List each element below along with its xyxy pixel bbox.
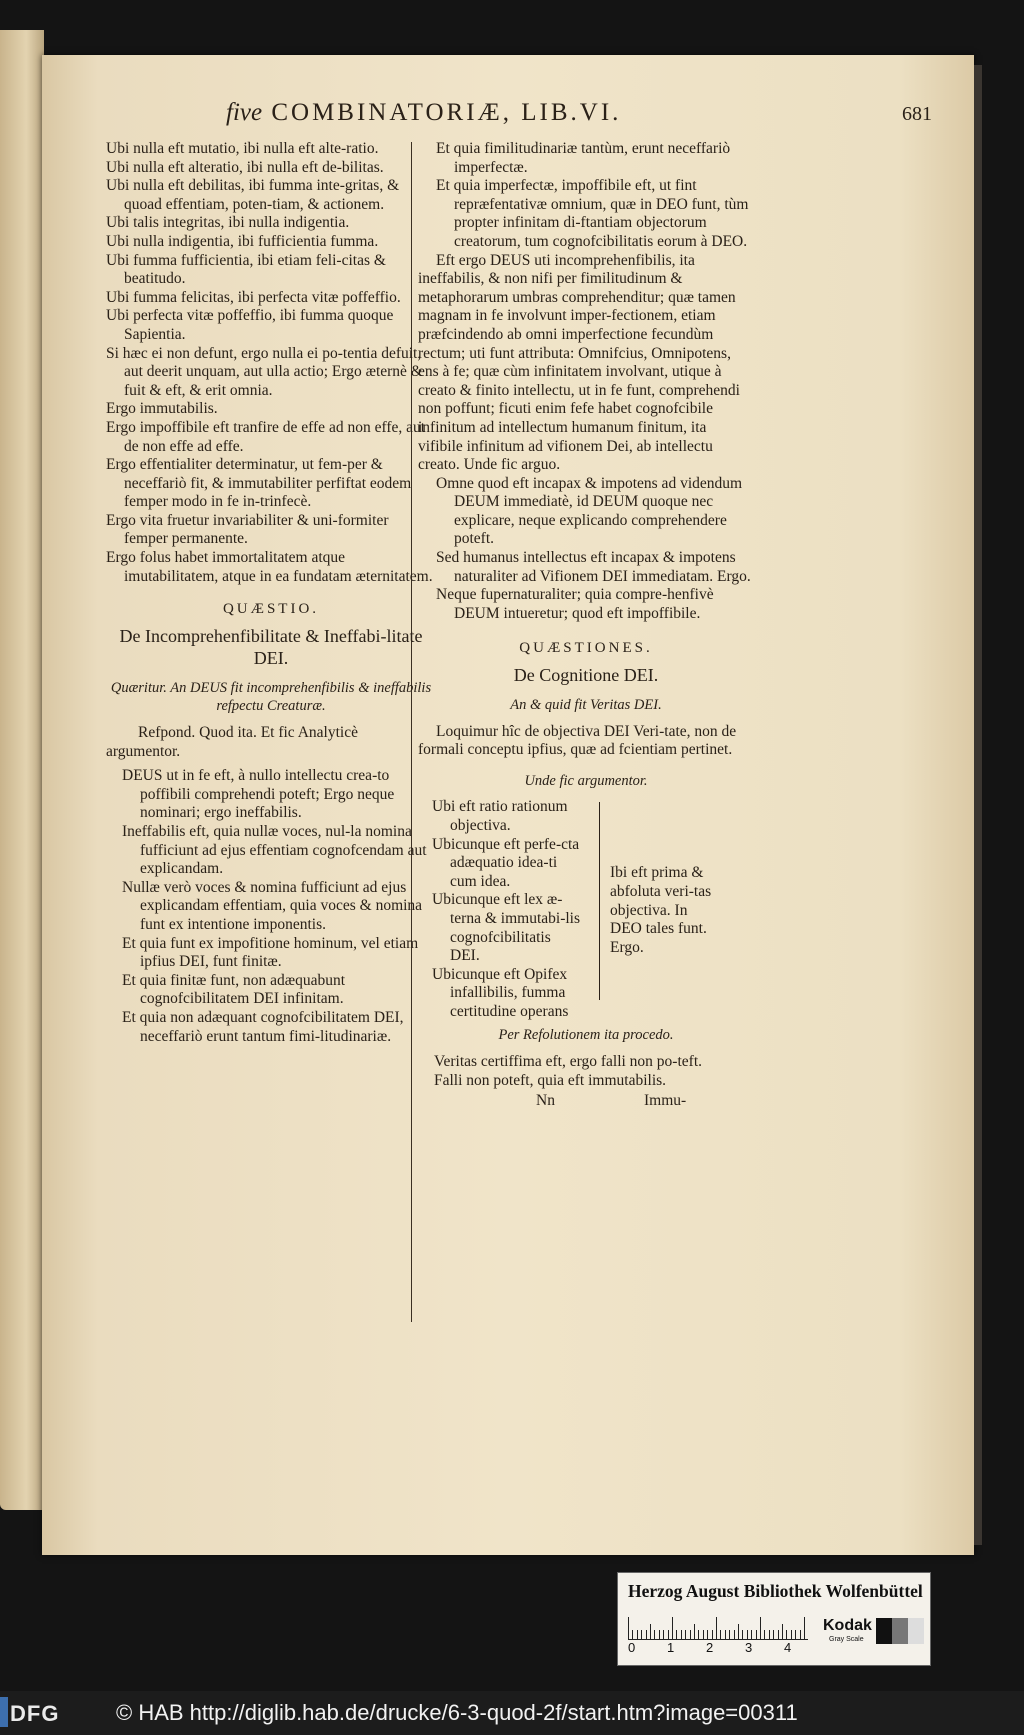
kodak-logo: Kodak [823,1617,872,1634]
ruler-tick [681,1630,682,1639]
per-resolutionem-heading: Per Refolutionem ita procedo. [498,1027,674,1044]
text-line: Et quia imperfectæ, impoffibile eft, ut fint repræfentativæ omnium, quæ in DEO funt, tùm propter infinitam di-ftantiam objectorum creatorum, tum cognofcibilitatis eorum à DEO. [436,177,749,250]
text-line: Sed humanus intellectus eft incapax & impotens naturaliter ad Vifionem DEI immediatam. Ergo. [436,549,751,585]
ruler-tick [800,1630,801,1639]
unde-heading: Unde fic argumentor. [524,772,648,789]
ruler-tick [703,1630,704,1639]
questio-heading: QUÆSTIO. [222,601,320,618]
ruler-tick [756,1630,757,1639]
catch-line [418,1092,754,1112]
text-line: Ubicunque eft Opifex infallibilis, fumma certitudine operans [432,965,569,1020]
an-quid-heading: An & quid fit Veritas DEI. [510,697,662,714]
text-line: Ergo folus habet immortalitatem atque imutabilitatem, atque in ea fundatam æternitatem. [106,549,433,585]
text-line: Ubi nulla eft debilitas, ibi fumma inte-gritas, & quoad effentiam, poten-tiam, & actionem. [106,177,400,213]
ruler-tick [690,1630,691,1639]
ruler-tick [786,1630,787,1639]
text-line: Ubi perfecta vitæ poffeffio, ibi fumma quoque Sapientia. [106,307,394,343]
text-line: Ergo impoffibile eft tranfire de effe ad non effe, aut de non effe ad effe. [106,418,426,455]
ruler-tick [742,1630,743,1639]
scale-number: 3 [745,1640,753,1655]
ruler-tick [716,1617,717,1639]
ruler-tick [641,1630,642,1639]
running-header [160,97,932,137]
color-target [617,1572,931,1666]
text-line: Falli non poteft, quia eft immutabilis. [434,1071,667,1089]
ruler-tick [795,1630,796,1639]
text-line: Ubi fumma fufficientia, ibi etiam feli-citas & beatitudo. [106,251,386,288]
ruler-tick [773,1630,774,1639]
ruler-tick [738,1624,739,1639]
ruler-tick [685,1630,686,1639]
text-line: Ineffabilis eft, quia nullæ voces, nul-la nomina fufficiunt ad ejus effentiam cognofcendam aut explicandam. [122,823,427,878]
text-line: Ubi talis integritas, ibi nulla indigentia. [106,214,350,232]
text-line: Ubicunque eft lex æ-terna & immutabi-lis cognofcibilitatis DEI. [432,891,581,965]
text-line: Ubicunque eft perfe-cta adæquatio idea-ti cum idea. [432,835,580,890]
ruler-tick [747,1630,748,1639]
text-line: Et quia finitæ funt, non adæquabunt cognofcibilitatem DEI infinitam. [122,971,346,1008]
argument-list [106,767,436,1046]
queritur-line: Quæritur. An DEUS fit incomprehenfibilis & ineffabilis refpectu Creaturæ. [110,679,432,715]
loquimur-paragraph: Loquimur hîc de objectiva DEI Veri-tate, non de formali conceptu ipfius, quæ ad fcientiam pertinet. [418,722,737,759]
ruler-tick [804,1617,805,1639]
brace-conclusion: Ibi eft prima & abfoluta veri-tas objectiva. In DEO tales funt. Ergo. [610,864,712,956]
ruler-tick [654,1630,655,1639]
dfg-logo-mark [0,1697,8,1727]
text-line: Ubi fumma felicitas, ibi perfecta vitæ poffeffio. [106,288,401,306]
ruler-tick [694,1624,695,1639]
ruler-tick [668,1630,669,1639]
ruler-tick [769,1630,770,1639]
adjacent-page-edge [0,30,44,1510]
scale-number: 4 [784,1640,792,1655]
library-name: Herzog August Bibliothek Wolfenbüttel [628,1581,923,1601]
text-line: Si hæc ei non defunt, ergo nulla ei po-tentia defuit, aut deerit unquam, aut ulla actio; Ergo æternè & fuit & eft, & erit omnia. [106,344,423,399]
argument-list [418,140,754,252]
ruler-tick [628,1617,629,1639]
scale-number: 0 [628,1640,636,1655]
ruler-tick [729,1630,730,1639]
ruler-tick [712,1630,713,1639]
running-title-text: COMBINATORIÆ, LIB.VI. [262,99,622,126]
ruler-tick [659,1630,660,1639]
scale-number: 1 [667,1640,675,1655]
brace [593,802,600,1000]
gray-patch [908,1618,924,1644]
page-shadow-edge [974,65,982,1545]
scale-ruler [628,1611,808,1640]
viewer-footer [0,1691,1024,1735]
ruler-tick [663,1630,664,1639]
text-line: Ubi eft ratio rationum objectiva. [432,798,568,834]
text-line: Neque fupernaturaliter; quia compre-henfivè DEUM intueretur; quod eft impoffibile. [436,586,714,622]
ruler-tick [676,1630,677,1639]
text-line: DEUS ut in fe eft, à nullo intellectu crea-to poffibili comprehendi poteft; Ergo neque nominari; ergo ineffabilis. [122,767,395,822]
paragraph: Eft ergo DEUS uti incomprehenfibilis, ita ineffabilis, & non nifi per fimilitudinum & metaphorarum umbras comprehenditur; quæ tamen magnam in fe involvunt imper-fectionem, etiam præfcindendo ab omni imperfectione fecundùm rectum; uti funt attributa: Omnifcius, Omnipotens, ens à fe; quæ cùm infinitatem involvant, utique à creato & finito intellectu, ut in fe funt, comprehendi non poffunt; ficuti enim fefe habet cognofcibile infinitum ad intellectum humanum finitum, ita vifibile infinitum ad vifionem Dei, ab intellectu creato. Unde fic arguo. [418,251,740,474]
text-line: Nullæ verò voces & nomina fufficiunt ad ejus explicandam effentiam, quia voces & nomina funt ex intentione imponentis. [122,878,423,933]
catchword: Immu- [644,1092,687,1110]
running-title [226,99,621,127]
ruler-tick [698,1630,699,1639]
dfg-logo: DFG [10,1701,60,1726]
text-line: Et quia fimilitudinariæ tantùm, erunt neceffariò imperfectæ. [436,140,731,176]
signature-mark: Nn [536,1092,555,1110]
text-line: Et quia non adæquant cognofcibilitatem DEI, neceffariò erunt tantum fimi-litudinariæ. [122,1008,404,1045]
questiones-heading: QUÆSTIONES. [519,640,653,657]
questio-title: De Incomprehenfibilitate & Ineffabi-litate DEI. [119,625,423,668]
credit-link[interactable]: © HAB http://diglib.hab.de/drucke/6-3-quod-2f/start.htm?image=00311 [116,1700,798,1725]
text-line: Et quia funt ex impofitione hominum, vel etiam ipfius DEI, funt finitæ. [122,934,419,971]
text-line: Ubi nulla eft mutatio, ibi nulla eft alte-ratio. [106,140,379,157]
ruler-tick [650,1624,651,1639]
ruler-tick [720,1630,721,1639]
ruler-tick [782,1624,783,1639]
respond-line: Refpond. Quod ita. Et fic Analyticè argumentor. [106,724,358,760]
brace-premises [432,798,584,1021]
ruler-tick [725,1630,726,1639]
ruler-tick [672,1617,673,1639]
ruler-tick [646,1630,647,1639]
ruler-tick [751,1630,752,1639]
text-line: Omne quod eft incapax & impotens ad videndum DEUM immediatè, id DEUM quoque nec explicare, neque explicando comprehendere poteft. [436,474,743,548]
text-line: Ubi nulla indigentia, ibi fufficientia fumma. [106,232,379,250]
ruler-tick [764,1630,765,1639]
gray-patch [876,1618,892,1644]
ruler-tick [791,1630,792,1639]
text-line: Ergo vita fruetur invariabiliter & uni-formiter femper permanente. [106,511,389,548]
ruler-tick [760,1617,761,1639]
gray-patch [892,1618,908,1644]
text-line: Ergo immutabilis. [106,400,218,418]
cognitione-title: De Cognitione DEI. [513,665,659,686]
ruler-tick [778,1630,779,1639]
ruler-tick [734,1630,735,1639]
text-line: Veritas certiffima eft, ergo falli non po-teft. [434,1053,702,1070]
right-column [418,140,754,1112]
argument-list [418,1053,754,1090]
scale-number: 2 [706,1640,714,1655]
ruler-tick [707,1630,708,1639]
argument-list [418,475,754,624]
page-number: 681 [902,103,932,125]
text-line: Ergo effentialiter determinatur, ut fem-per & neceffariò fit, & immutabiliter perfiftat eodem femper modo in fe in-trinfecè. [106,456,412,511]
text-line: Ubi nulla eft alteratio, ibi nulla eft de-bilitas. [106,158,384,176]
gray-scale-label: Gray Scale [829,1636,864,1643]
running-title-italic: five [226,99,263,126]
left-column [106,140,436,1046]
ruler-tick [632,1630,633,1639]
ruler-tick [637,1630,638,1639]
brace-argument [418,798,754,1020]
